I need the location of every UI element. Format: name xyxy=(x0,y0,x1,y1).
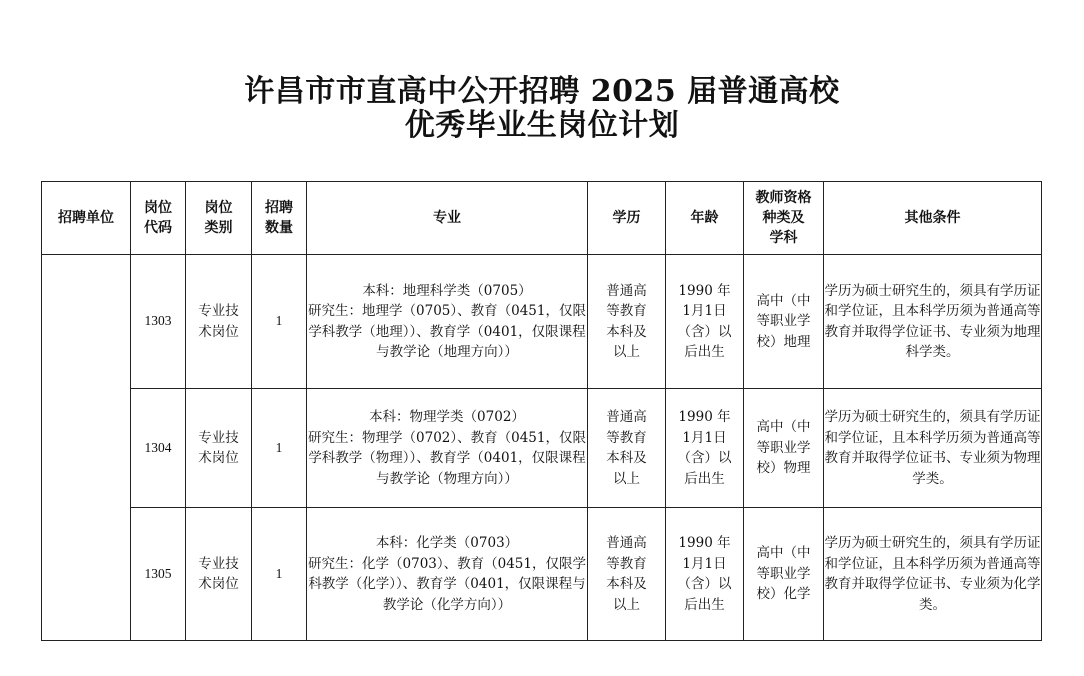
header-count: 招聘 数量 xyxy=(252,182,307,255)
header-code: 岗位 代码 xyxy=(131,182,186,255)
cell-major: 本科：物理学类（0702） 研究生：物理学（0702）、教育（0451，仅限学科教学（物理））、教育学（0401，仅限课程与教学论（物理方向）） xyxy=(307,389,588,508)
cell-age: 1990 年 1月1日 （含）以 后出生 xyxy=(666,389,744,508)
cell-qualification: 高中（中 等职业学 校）地理 xyxy=(744,255,824,389)
cell-education: 普通高 等教育 本科及 以上 xyxy=(588,255,666,389)
table-row xyxy=(42,255,1042,389)
cell-count: 1 xyxy=(252,389,307,508)
cell-age: 1990 年 1月1日 （含）以 后出生 xyxy=(666,255,744,389)
document-title-line-1: 许昌市市直高中公开招聘 2025 届普通高校 xyxy=(244,74,840,109)
header-other: 其他条件 xyxy=(824,182,1042,255)
cell-age: 1990 年 1月1日 （含）以 后出生 xyxy=(666,508,744,641)
header-category: 岗位 类别 xyxy=(186,182,252,255)
cell-count: 1 xyxy=(252,508,307,641)
header-education: 学历 xyxy=(588,182,666,255)
cell-code: 1304 xyxy=(131,389,186,508)
cell-major: 本科：化学类（0703） 研究生：化学（0703）、教育（0451，仅限学科教学（化学））、教育学（0401，仅限课程与教学论（化学方向）） xyxy=(307,508,588,641)
cell-education: 普通高 等教育 本科及 以上 xyxy=(588,389,666,508)
cell-other-conditions: 学历为硕士研究生的，须具有学历证和学位证，且本科学历须为普通高等教育并取得学位证书、专业须为地理科学类。 xyxy=(824,255,1042,389)
cell-unit xyxy=(42,255,131,641)
cell-other-conditions: 学历为硕士研究生的，须具有学历证和学位证，且本科学历须为普通高等教育并取得学位证书、专业须为物理学类。 xyxy=(824,389,1042,508)
cell-count: 1 xyxy=(252,255,307,389)
cell-code: 1303 xyxy=(131,255,186,389)
cell-category: 专业技 术岗位 xyxy=(186,255,252,389)
table-row xyxy=(42,508,1042,641)
table-row xyxy=(42,389,1042,508)
cell-qualification: 高中（中 等职业学 校）物理 xyxy=(744,389,824,508)
cell-other-conditions: 学历为硕士研究生的，须具有学历证和学位证，且本科学历须为普通高等教育并取得学位证书、专业须为化学类。 xyxy=(824,508,1042,641)
position-plan-table xyxy=(41,181,1042,641)
cell-category: 专业技 术岗位 xyxy=(186,508,252,641)
document-title-line-2: 优秀毕业生岗位计划 xyxy=(404,108,680,143)
header-unit: 招聘单位 xyxy=(42,182,131,255)
header-age: 年龄 xyxy=(666,182,744,255)
header-qualification: 教师资格 种类及 学科 xyxy=(744,182,824,255)
cell-category: 专业技 术岗位 xyxy=(186,389,252,508)
cell-code: 1305 xyxy=(131,508,186,641)
table-header-row xyxy=(42,182,1042,255)
cell-major: 本科：地理科学类（0705） 研究生：地理学（0705）、教育（0451，仅限学科教学（地理））、教育学（0401，仅限课程与教学论（地理方向）） xyxy=(307,255,588,389)
cell-education: 普通高 等教育 本科及 以上 xyxy=(588,508,666,641)
cell-qualification: 高中（中 等职业学 校）化学 xyxy=(744,508,824,641)
header-major: 专业 xyxy=(307,182,588,255)
